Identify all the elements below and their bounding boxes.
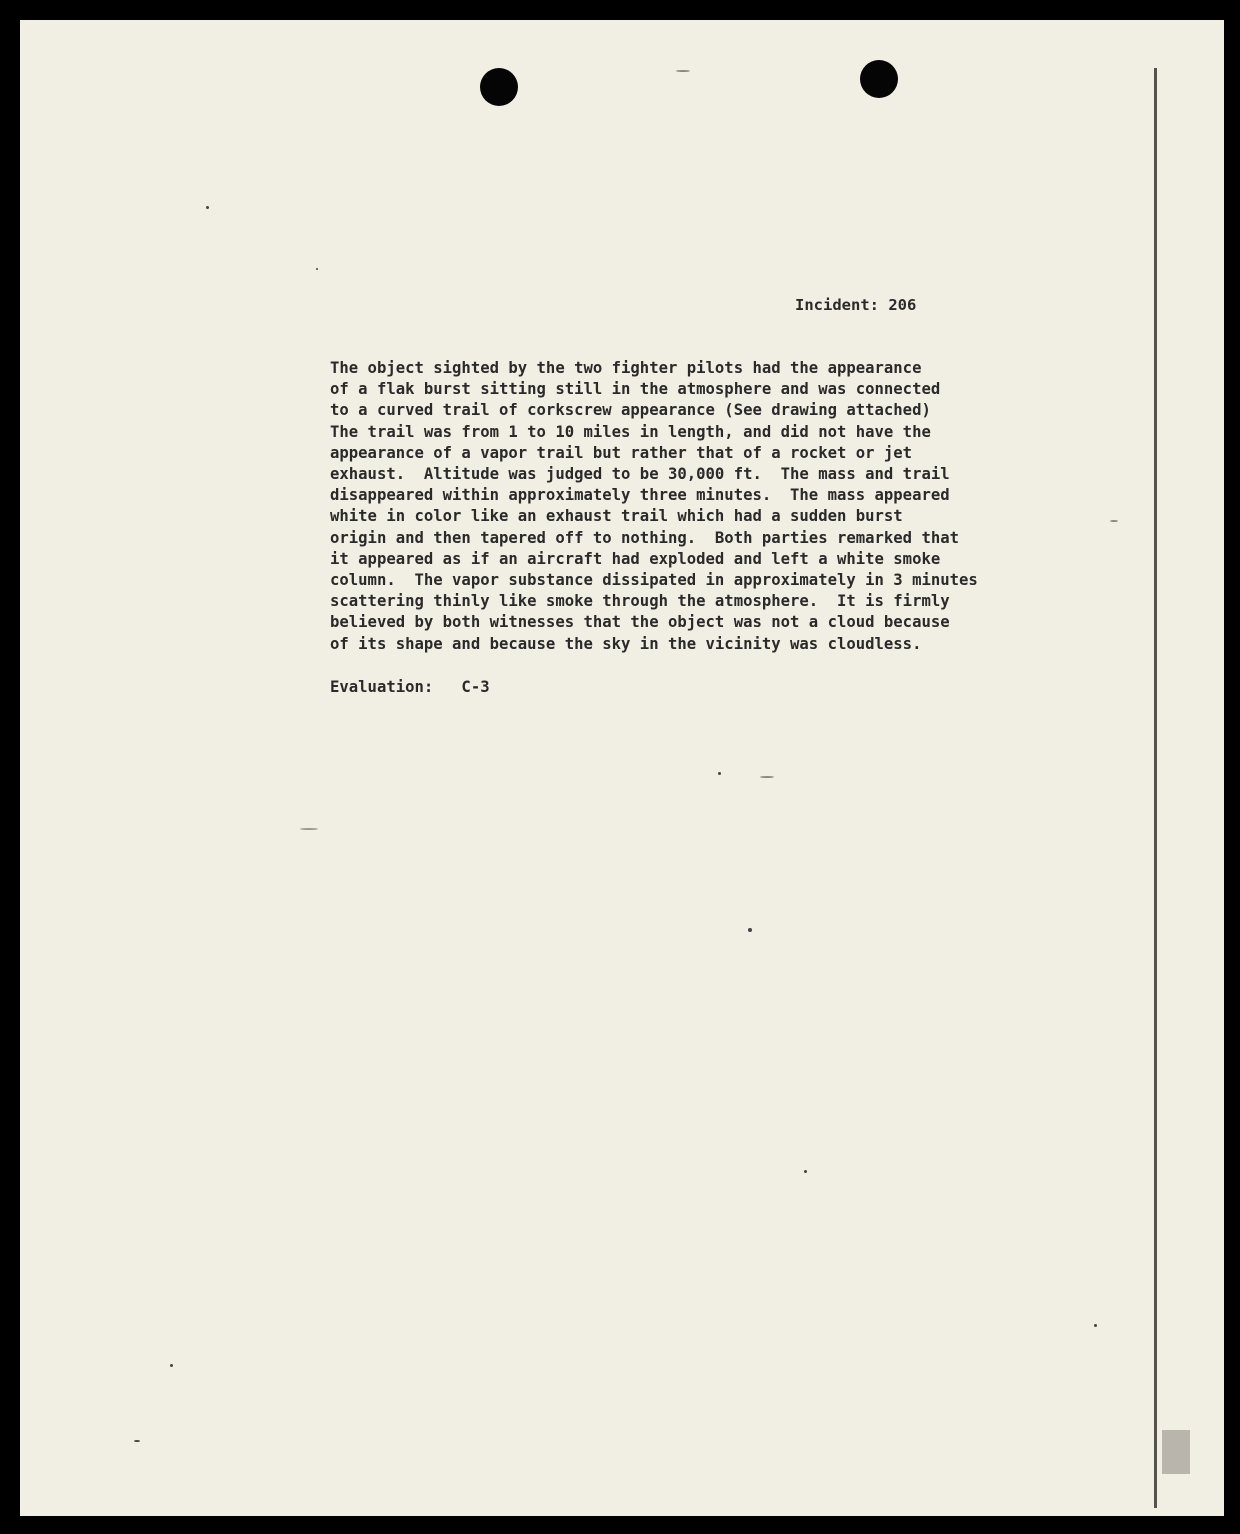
document-page <box>20 20 1224 1516</box>
text-line: white in color like an exhaust trail which had a sudden burst <box>330 507 903 526</box>
text-line: believed by both witnesses that the object was not a cloud because <box>330 613 950 632</box>
text-line: appearance of a vapor trail but rather that of a rocket or jet <box>330 443 913 462</box>
text-line: The object sighted by the two fighter pilots had the appearance <box>330 359 922 377</box>
scan-speck <box>804 1170 807 1173</box>
text-line: The trail was from 1 to 10 miles in length, and did not have the <box>330 422 931 441</box>
scan-speck <box>748 928 752 932</box>
evaluation-rating: Evaluation: C-3 <box>330 678 490 696</box>
scan-speck <box>718 772 721 775</box>
text-line: exhaust. Altitude was judged to be 30,000 ft. The mass and trail <box>330 465 950 484</box>
scan-smudge <box>1162 1430 1190 1474</box>
text-line: origin and then tapered off to nothing. Both parties remarked that <box>330 528 960 547</box>
scan-speck <box>676 70 690 72</box>
scan-speck <box>1094 1324 1097 1327</box>
punch-hole-right <box>860 60 898 98</box>
text-line: to a curved trail of corkscrew appearance (See drawing attached) <box>330 401 931 420</box>
scan-speck <box>760 776 774 778</box>
text-line: of its shape and because the sky in the vicinity was cloudless. <box>330 634 922 653</box>
scan-speck <box>1110 520 1118 522</box>
scan-speck <box>206 206 209 209</box>
incident-number: Incident: 206 <box>795 296 917 314</box>
scan-speck <box>170 1364 173 1367</box>
text-line: of a flak burst sitting still in the atmosphere and was connected <box>330 380 941 399</box>
page-edge-line <box>1154 68 1157 1508</box>
scan-speck <box>300 828 318 830</box>
text-line: column. The vapor substance dissipated in approximately in 3 minutes <box>330 571 978 590</box>
scan-speck <box>134 1440 140 1442</box>
text-line: it appeared as if an aircraft had exploded and left a white smoke <box>330 549 941 568</box>
text-line: disappeared within approximately three minutes. The mass appeared <box>330 486 950 505</box>
punch-hole-left <box>480 68 518 106</box>
text-line: scattering thinly like smoke through the atmosphere. It is firmly <box>330 592 950 611</box>
incident-description <box>330 358 978 655</box>
scan-speck <box>316 268 318 270</box>
